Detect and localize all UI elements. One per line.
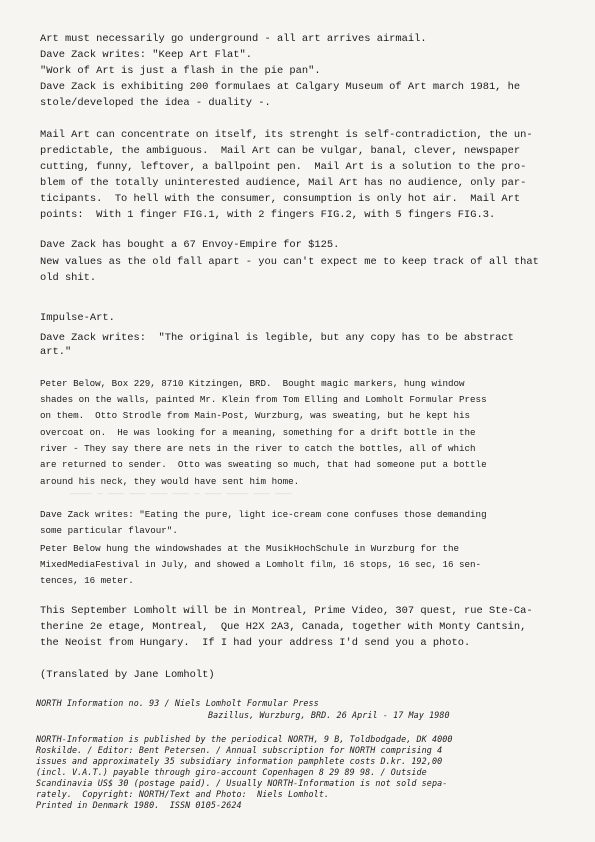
text-line: Art must necessarily go underground - all art arrives airmail. xyxy=(40,33,427,45)
colophon-line: Printed in Denmark 1980. ISSN 0105-2624 xyxy=(36,800,242,810)
text-line: Dave Zack has bought a 67 Envoy-Empire for $125. xyxy=(40,239,340,251)
text-line: stole/developed the idea - duality -. xyxy=(40,97,271,109)
text-line: Peter Below, Box 229, 8710 Kitzingen, BRD. Bought magic markers, hung window xyxy=(40,378,465,389)
text-line: New values as the old fall apart - you can't expect me to keep track of all that xyxy=(40,256,539,268)
text-line: Dave Zack writes: "Keep Art Flat". xyxy=(40,49,253,61)
text-line: blem of the totally uninterested audience, Mail Art has no audience, only par- xyxy=(40,177,527,189)
text-line: Peter Below hung the windowshades at the MusikHochSchule in Wurzburg for the xyxy=(40,543,460,554)
colophon-line: NORTH-Information is published by the periodical NORTH, 9 B, Toldbodgade, DK 4000 xyxy=(36,734,453,744)
text-line: old shit. xyxy=(40,272,97,284)
text-line: This September Lomholt will be in Montreal, Prime Video, 307 quest, rue Ste-Ca- xyxy=(40,605,533,617)
issue-address-line: Bazillus, Wurzburg, BRD. 26 April - 17 May 1980 xyxy=(208,710,450,720)
colophon-line: rately. Copyright: NORTH/Text and Photo: Niels Lomholt. xyxy=(36,789,330,799)
text-line: cutting, funny, leftover, a ballpoint pen. Mail Art is a solution to the pro- xyxy=(40,161,527,173)
text-line: "Work of Art is just a flash in the pie pan". xyxy=(40,65,321,77)
text-line: therine 2e etage, Montreal, Que H2X 2A3, Canada, together with Monty Cantsin, xyxy=(40,621,527,633)
colophon-line: Roskilde. / Editor: Bent Petersen. / Annual subscription for NORTH comprising 4 xyxy=(36,745,443,755)
text-line: art." xyxy=(40,346,72,358)
text-line: are returned to sender. Otto was sweating so much, that had someone put a bottle xyxy=(40,459,487,470)
text-line: shades on the walls, painted Mr. Klein from Tom Elling and Lomholt Formular Press xyxy=(40,394,487,405)
text-line: overcoat on. He was looking for a meaning, something for a drift bottle in the xyxy=(40,427,476,438)
text-line: MixedMediaFestival in July, and showed a Lomholt film, 16 stops, 16 sec, 16 sen- xyxy=(40,559,482,570)
text-line: Dave Zack writes: "The original is legible, but any copy has to be abstract xyxy=(40,332,514,344)
text-line: the Neoist from Hungary. If I had your address I'd send you a photo. xyxy=(40,637,471,649)
text-line: ticipants. To hell with the consumer, consumption is only hot air. Mail Art xyxy=(40,193,521,205)
text-line: Mail Art can concentrate on itself, its strenght is self-contradiction, the un- xyxy=(40,129,533,141)
text-line: some particular flavour". xyxy=(40,525,178,536)
show-through-marks: ———— — ——— ——— ——— ——— — ——— ———— ——— ——— xyxy=(70,489,292,499)
text-line: Impulse-Art. xyxy=(40,312,115,324)
text-line: around his neck, they would have sent him home. xyxy=(40,476,300,487)
colophon-line: issues and approximately 35 subsidiary information pamphlete costs D.kr. 192,00 xyxy=(36,756,443,766)
translator-credit: (Translated by Jane Lomholt) xyxy=(40,669,215,681)
text-line: Dave Zack writes: "Eating the pure, light ice-cream cone confuses those demanding xyxy=(40,509,487,520)
text-line: predictable, the ambiguous. Mail Art can be vulgar, banal, clever, newspaper xyxy=(40,145,521,157)
text-line: tences, 16 meter. xyxy=(40,575,134,586)
issue-line: NORTH Information no. 93 / Niels Lomholt Formular Press xyxy=(36,698,319,708)
colophon-line: (incl. V.A.T.) payable through giro-account Copenhagen 8 29 89 98. / Outside xyxy=(36,767,427,777)
text-line: points: With 1 finger FIG.1, with 2 fingers FIG.2, with 5 fingers FIG.3. xyxy=(40,209,496,221)
colophon-line: Scandinavia US$ 30 (postage paid). / Usually NORTH-Information is not sold sepa- xyxy=(36,778,448,788)
text-line: river - They say there are nets in the river to catch the bottles, all of which xyxy=(40,443,476,454)
text-line: on them. Otto Strodle from Main-Post, Wurzburg, was sweating, but he kept his xyxy=(40,410,471,421)
text-line: Dave Zack is exhibiting 200 formulaes at Calgary Museum of Art march 1981, he xyxy=(40,81,521,93)
